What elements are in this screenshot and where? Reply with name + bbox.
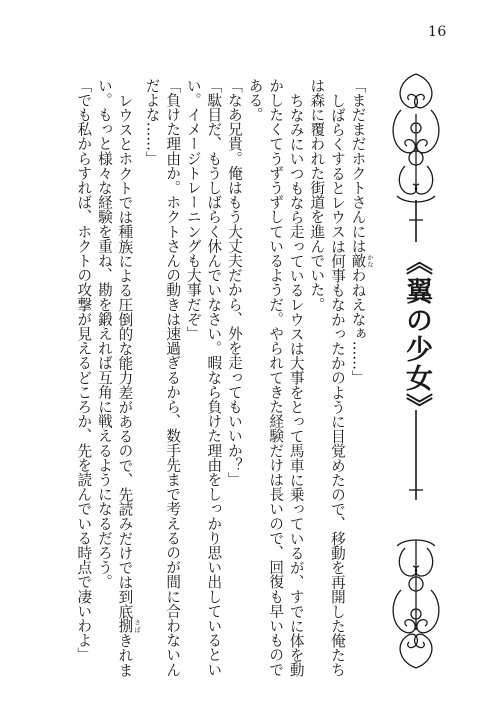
paragraph: 「駄目だ、もうしばらく休んでいなさい。暇なら負けた理由をしっかり思い出しているといい。イメージトレーニングも大事だぞ」 [184, 78, 223, 677]
paragraph: レウスとホクトでは種族による圧倒的な能力差があるので、先読みだけでは到底捌 さばきれまい。もっと様々な経験を重ね、勘を鍛えれば互角に戦えるようになるだろう。 [95, 78, 141, 677]
ruby-annotation: 捌 さば [116, 618, 141, 633]
paragraph: 「まだまだホクトさんには敵 かなわねえなぁ……」 [349, 78, 374, 385]
running-head-ornament [385, 70, 447, 672]
paragraph: 「負けた理由か。ホクトさんの動きは速過ぎるから、数手先まで考えるのが間に合わないんだよな……」 [143, 78, 182, 677]
paragraph: 「でも私からすれば、ホクトの攻撃が見えるどころか、先を読んでいる時点で凄いわよ」 [75, 78, 93, 662]
ruby-annotation: 敵 かな [349, 253, 374, 268]
body-text [62, 78, 374, 678]
paragraph: 「なあ兄貴。俺はもう大丈夫だから、外を走ってもいいか？」 [225, 78, 243, 487]
paragraph: ちなみにいつもなら走っているレウスは大事をとって馬車に乗っているが、すでに体を動かしたくてうずうずしているようだ。やられてきた経験だけは長いので、回復も早いものである。 [246, 78, 305, 677]
paragraph: しばらくするとレウスは何事もなかったかのように目覚めたので、移動を再開した俺たちは森に覆われた街道を進んでいた。 [308, 78, 346, 677]
running-head-title: 《翼の少女》 [401, 248, 432, 422]
page-number: 16 [428, 24, 447, 40]
